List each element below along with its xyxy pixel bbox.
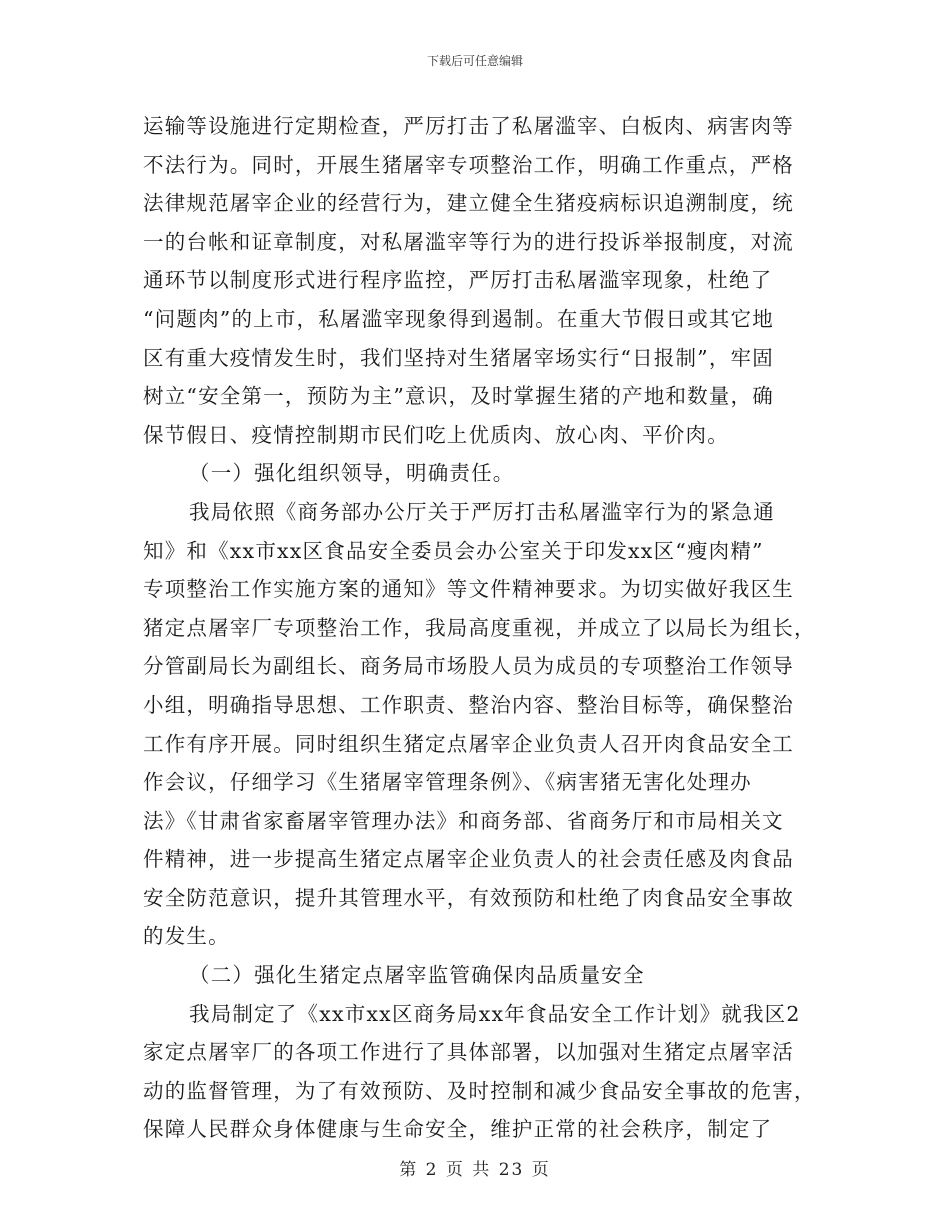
text-line: 动的监督管理，为了有效预防、及时控制和减少食品安全事故的危害， [143, 1078, 816, 1103]
text-line: 法律规范屠宰企业的经营行为，建立健全生猪疫病标识追溯制度，统 [143, 191, 794, 216]
section-heading: （二）强化生猪定点屠宰监管确保肉品质量安全 [189, 963, 645, 988]
text-line: 作会议，仔细学习《生猪屠宰管理条例》、《病害猪无害化处理办 [143, 770, 752, 795]
text-line: 法》《甘肃省家畜屠宰管理办法》和商务部、省商务厅和市局相关文 [143, 808, 784, 833]
text-line: 保障人民群众身体健康与生命安全，维护正常的社会秩序，制定了 [143, 1117, 773, 1142]
text-line: 一的台帐和证章制度，对私屠滥宰等行为的进行投诉举报制度，对流 [143, 229, 794, 254]
document-body [143, 107, 823, 1149]
page-header: 下载后可任意编辑 [426, 54, 523, 68]
page-footer: 第 2 页 共 23 页 [399, 1160, 551, 1180]
text-line: 区有重大疫情发生时，我们坚持对生猪屠宰场实行“日报制”，牢固 [143, 345, 774, 370]
text-line: 猪定点屠宰厂专项整治工作，我局高度重视，并成立了以局长为组长， [143, 615, 816, 640]
text-line: 我局依照《商务部办公厅关于严厉打击私屠滥宰行为的紧急通 [189, 499, 775, 524]
text-line: 树立“安全第一，预防为主”意识，及时掌握生猪的产地和数量，确 [143, 384, 774, 409]
text-line: 运输等设施进行定期检查，严厉打击了私屠滥宰、白板肉、病害肉等 [143, 114, 794, 138]
section-heading: （一）强化组织领导，明确责任。 [189, 461, 515, 486]
text-line: 分管副局长为副组长、商务局市场股人员为成员的专项整治工作领导 [143, 654, 794, 679]
text-line: 知》和《xx市xx区食品安全委员会办公室关于印发xx区“瘦肉精” [143, 538, 764, 563]
text-line: 我局制定了《xx市xx区商务局xx年食品安全工作计划》就我区2 [189, 1001, 801, 1026]
text-line: 小组，明确指导思想、工作职责、整治内容、整治目标等，确保整治 [143, 692, 794, 717]
text-line: 工作有序开展。同时组织生猪定点屠宰企业负责人召开肉食品安全工 [143, 731, 794, 756]
text-line: 件精神，进一步提高生猪定点屠宰企业负责人的社会责任感及肉食品 [143, 847, 794, 872]
text-line: 专项整治工作实施方案的通知》等文件精神要求。为切实做好我区生 [143, 577, 794, 602]
text-line: 安全防范意识，提升其管理水平，有效预防和杜绝了肉食品安全事故 [143, 885, 794, 910]
text-line: 家定点屠宰厂的各项工作进行了具体部署，以加强对生猪定点屠宰活 [143, 1040, 794, 1065]
text-line: 的发生。 [143, 924, 230, 949]
text-line: 通环节以制度形式进行程序监控，严厉打击私屠滥宰现象，杜绝了 [143, 268, 773, 293]
text-line: “问题肉”的上市，私屠滥宰现象得到遏制。在重大节假日或其它地 [143, 306, 774, 331]
text-line: 保节假日、疫情控制期市民们吃上优质肉、放心肉、平价肉。 [143, 422, 729, 447]
text-line: 不法行为。同时，开展生猪屠宰专项整治工作，明确工作重点，严格 [143, 152, 794, 177]
